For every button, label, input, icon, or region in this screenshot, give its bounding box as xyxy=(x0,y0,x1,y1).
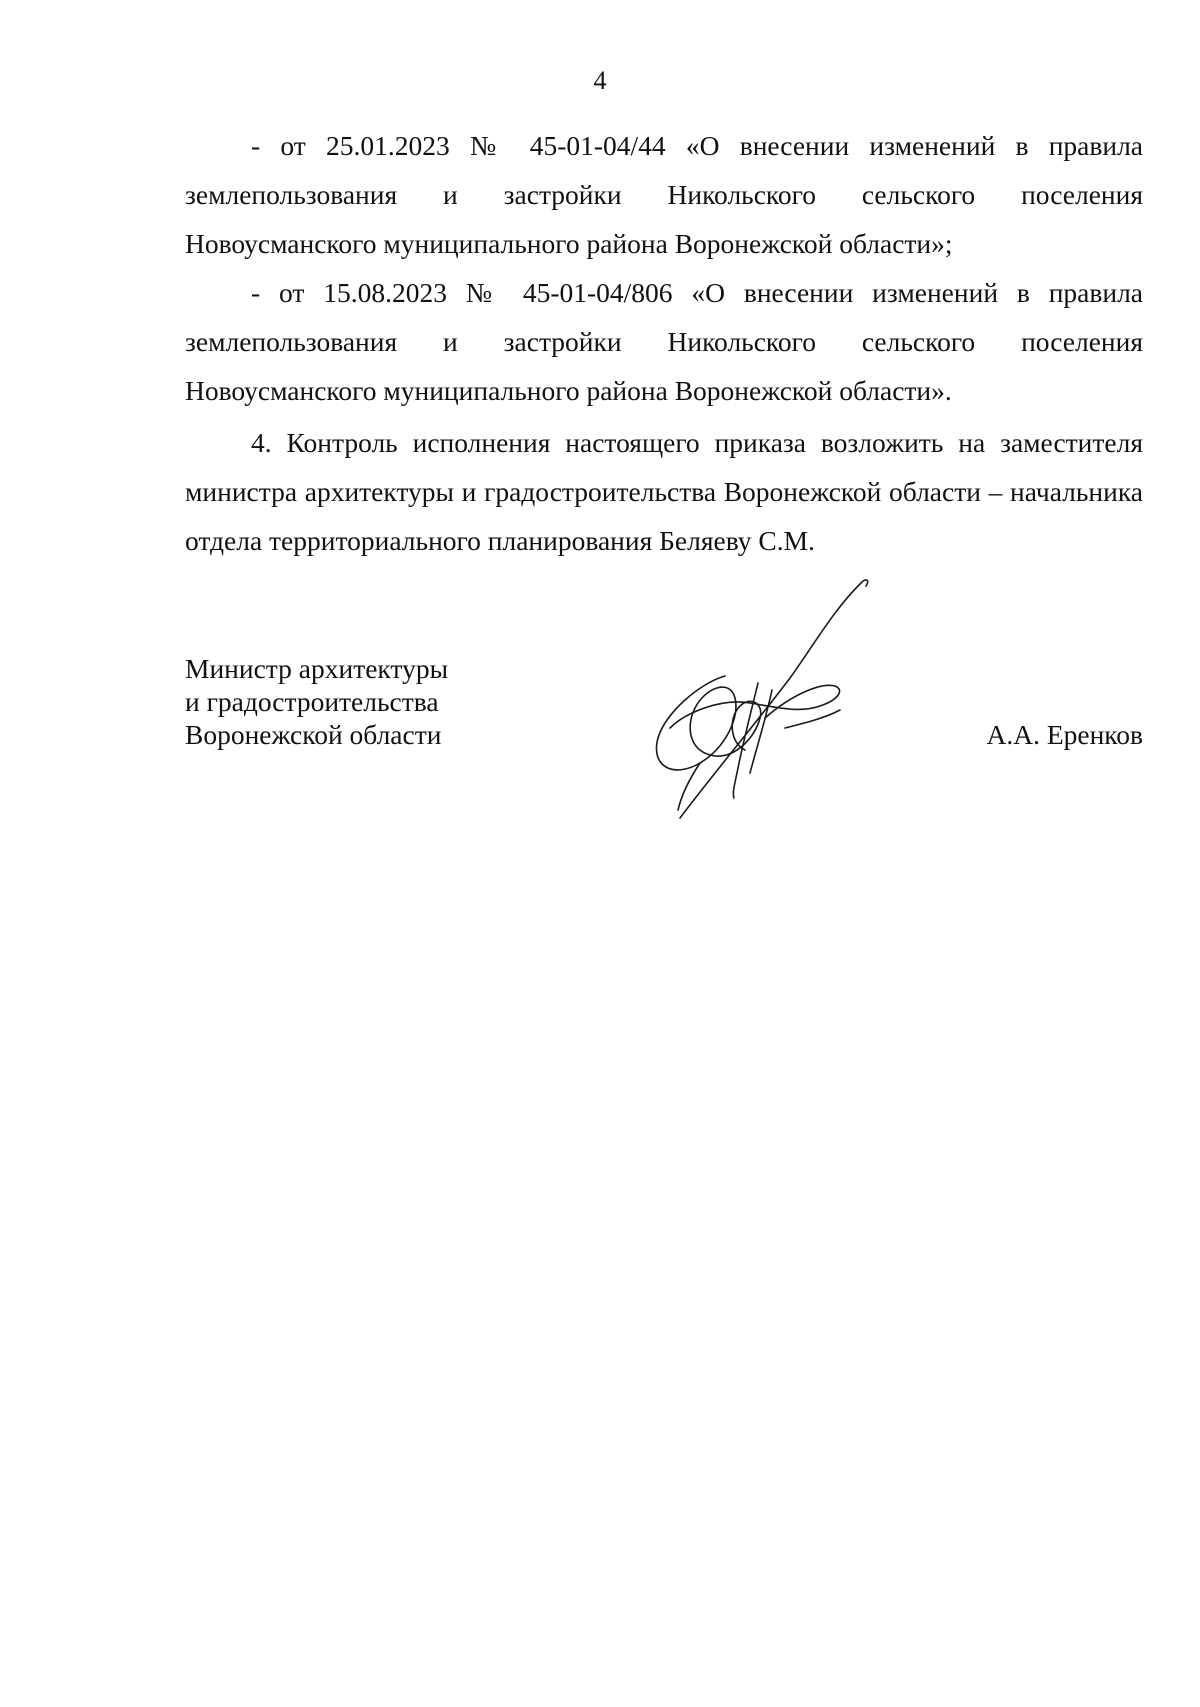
handwritten-signature xyxy=(640,578,930,828)
signatory-title-line-1: Министр архитектуры xyxy=(185,653,449,684)
paragraph-amendment-2: - от 15.08.2023 № 45-01-04/806 «О внесении изменений в правила землепользования и застройки Никольского сельского поселения Новоусманского муниципального района Воронежской области». xyxy=(185,277,1143,406)
document-body xyxy=(185,121,1143,565)
signatory-title-line-2: и градостроительства xyxy=(185,686,439,717)
page-number: 4 xyxy=(593,66,607,95)
signatory-title-line-3: Воронежской области xyxy=(185,719,442,750)
paragraph-control-clause: 4. Контроль исполнения настоящего приказа возложить на заместителя министра архитектуры и градостроительства Воронежской области – начальника отдела территориального планирования Беляеву С.М. xyxy=(185,427,1143,556)
signatory-title xyxy=(185,652,448,751)
signatory-name: А.А. Еренков xyxy=(986,719,1143,750)
paragraph-amendment-1: - от 25.01.2023 № 45-01-04/44 «О внесении изменений в правила землепользования и застройки Никольского сельского поселения Новоусманского муниципального района Воронежской области»; xyxy=(185,130,1143,259)
